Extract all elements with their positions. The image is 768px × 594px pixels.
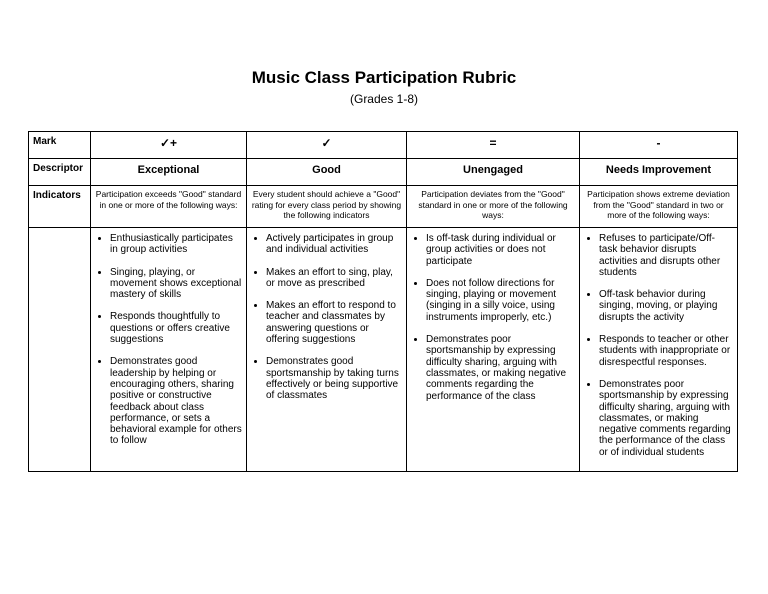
criteria-list xyxy=(247,228,406,402)
document-subtitle: (Grades 1-8) xyxy=(349,92,419,106)
document-title: Music Class Participation Rubric xyxy=(251,68,517,87)
mark-unengaged: = xyxy=(407,132,580,159)
criteria-exceptional xyxy=(91,228,247,472)
descriptor-unengaged: Unengaged xyxy=(407,159,580,186)
indicator-needs-improvement: Participation shows extreme deviation from the "Good" standard in two or more of the following ways: xyxy=(580,186,738,228)
criteria-row xyxy=(29,228,738,472)
criteria-good xyxy=(247,228,407,472)
mark-needs-improvement: - xyxy=(580,132,738,159)
mark-row-label: Mark xyxy=(29,132,91,159)
descriptor-row xyxy=(29,159,738,186)
mark-good: ✓ xyxy=(247,132,407,159)
list-item: • Actively participates in group and individual activities xyxy=(266,233,402,256)
list-item: • Off-task behavior during singing, moving, or playing disrupts the activity xyxy=(599,289,733,323)
indicator-exceptional: Participation exceeds "Good" standard in one or more of the following ways: xyxy=(91,186,247,228)
indicator-good: Every student should achieve a "Good" rating for every class period by showing the following indicators xyxy=(247,186,407,228)
mark-row xyxy=(29,132,738,159)
list-item: • Enthusiastically participates in group activities xyxy=(110,233,242,256)
list-item: • Refuses to participate/Off-task behavior disrupts activities and disrupts other students xyxy=(599,233,733,278)
rubric-table xyxy=(28,131,738,472)
descriptor-good: Good xyxy=(247,159,407,186)
mark-exceptional: ✓+ xyxy=(91,132,247,159)
list-item: • Makes an effort to sing, play, or move as prescribed xyxy=(266,267,402,290)
list-item: • Responds thoughtfully to questions or offers creative suggestions xyxy=(110,311,242,345)
list-item: • Is off-task during individual or group activities or does not participate xyxy=(426,233,575,267)
criteria-row-label xyxy=(29,228,91,472)
criteria-list xyxy=(407,228,579,402)
criteria-list xyxy=(91,228,246,447)
descriptor-needs-improvement: Needs Improvement xyxy=(580,159,738,186)
descriptor-row-label: Descriptor xyxy=(29,159,91,186)
list-item: • Demonstrates poor sportsmanship by expressing difficulty sharing, arguing with classmates, or making negative comments regarding the performance of the class xyxy=(426,334,575,402)
list-item: • Demonstrates good sportsmanship by taking turns effectively or being supportive of classmates xyxy=(266,356,402,401)
criteria-unengaged xyxy=(407,228,580,472)
indicators-row xyxy=(29,186,738,228)
descriptor-exceptional: Exceptional xyxy=(91,159,247,186)
list-item: • Does not follow directions for singing, playing or movement (singing in a silly voice, using instruments improperly, etc.) xyxy=(426,278,575,323)
list-item: • Demonstrates good leadership by helping or encouraging others, sharing positive or constructive feedback about class performance, or sets a behavioral example for others to follow xyxy=(110,356,242,446)
criteria-needs-improvement xyxy=(580,228,738,472)
list-item: • Demonstrates poor sportsmanship by expressing difficulty sharing, arguing with classmates, or making negative comments regarding the performance of the class or of individual students xyxy=(599,379,733,458)
list-item: • Responds to teacher or other students with inappropriate or disrespectful responses. xyxy=(599,334,733,368)
criteria-list xyxy=(580,228,737,458)
list-item: • Singing, playing, or movement shows exceptional mastery of skills xyxy=(110,267,242,301)
indicator-unengaged: Participation deviates from the "Good" standard in one or more of the following ways: xyxy=(407,186,580,228)
indicators-row-label: Indicators xyxy=(29,186,91,228)
list-item: • Makes an effort to respond to teacher and classmates by answering questions or offering suggestions xyxy=(266,300,402,345)
